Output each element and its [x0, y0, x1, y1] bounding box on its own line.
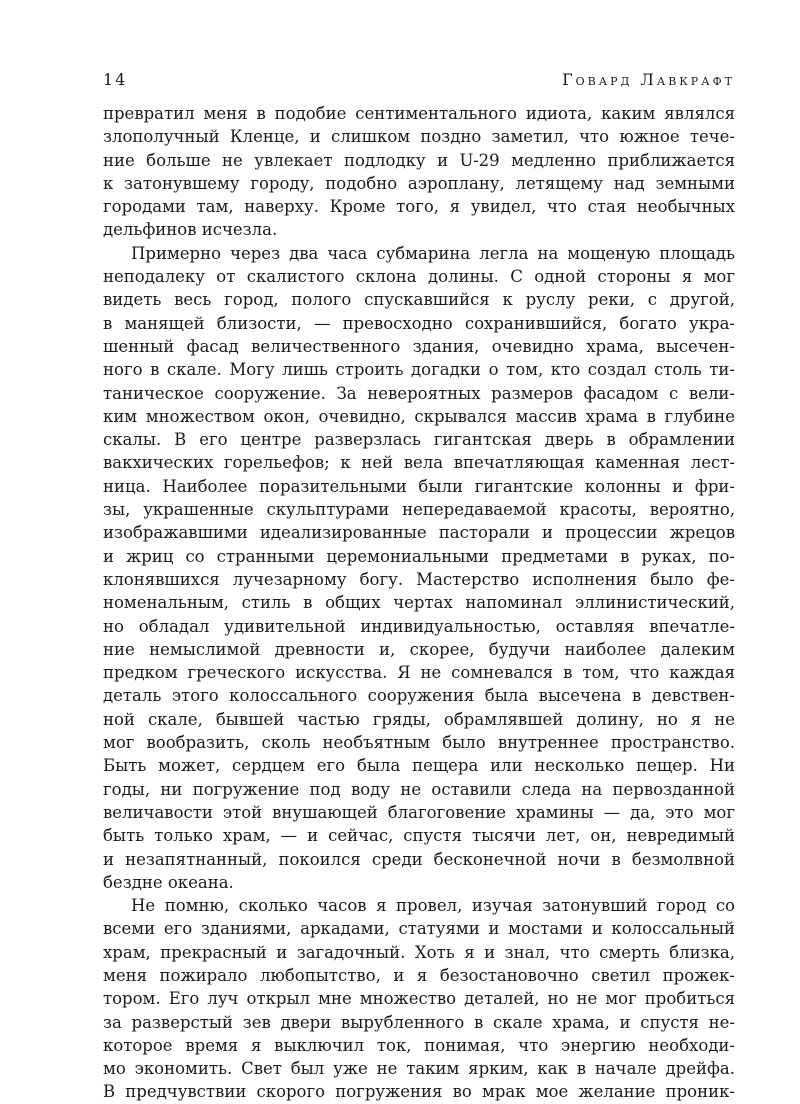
body-text	[103, 102, 735, 1104]
text-line: в манящей близости, — превосходно сохранившийся, богато укра-	[103, 313, 735, 333]
text-line: скалы. В его центре разверзлась гигантская дверь в обрамлении	[103, 430, 735, 450]
text-line: годы, ни погружение под воду не оставили следа на первозданной	[103, 779, 735, 799]
text-line: ного в скале. Могу лишь строить догадки о том, кто создал столь ти-	[103, 360, 735, 380]
text-line: и незапятнанный, покоился среди бесконечной ночи в безмолвной	[103, 849, 735, 869]
text-line: ница. Наиболее поразительными были гигантские колонны и фри-	[103, 476, 735, 496]
text-line: шенный фасад величественного здания, очевидно храма, высечен-	[103, 336, 735, 356]
text-line: за разверстый зев двери вырубленного в скале храма, и спустя не-	[103, 1012, 735, 1032]
text-line: которое время я выключил ток, понимая, что энергию необходи-	[103, 1035, 735, 1055]
text-line: предком греческого искусства. Я не сомневался в том, что каждая	[103, 663, 735, 683]
text-line: но обладал удивительной индивидуальностью, оставляя впечатле-	[103, 616, 735, 636]
text-line: зы, украшенные скульптурами непередаваемой красоты, вероятно,	[103, 500, 735, 520]
text-line: тором. Его луч открыл мне множество деталей, но не мог пробиться	[103, 989, 735, 1009]
text-line: ной скале, бывшей частью гряды, обрамлявшей долину, но я не	[103, 709, 735, 729]
text-line: бездне океана.	[103, 872, 234, 892]
text-line: вакхических горельефов; к ней вела впечатляющая каменная лест-	[103, 453, 735, 473]
text-line: ние больше не увлекает подлодку и U-29 медленно приближается	[103, 150, 735, 170]
text-line: к затонувшему городу, подобно аэроплану, летящему над земными	[103, 173, 735, 193]
text-line: Не помню, сколько часов я провел, изучая затонувший город со	[131, 896, 735, 916]
text-line: дельфинов исчезла.	[103, 220, 278, 240]
text-line: номенальным, стиль в общих чертах напоминал эллинистический,	[103, 593, 735, 613]
text-line: Примерно через два часа субмарина легла на мощеную площадь	[131, 243, 735, 263]
text-line: меня пожирало любопытство, и я безостановочно светил прожек-	[103, 965, 735, 985]
text-line: деталь этого колоссального сооружения была высечена в девствен-	[103, 686, 735, 706]
text-line: Быть может, сердцем его была пещера или несколько пещер. Ни	[103, 756, 735, 776]
text-line: неподалеку от скалистого склона долины. С одной стороны я мог	[103, 267, 735, 287]
text-line: изображавшими идеализированные пасторали и процессии жрецов	[103, 523, 735, 543]
text-line: и жриц со странными церемониальными предметами в руках, по-	[103, 546, 735, 566]
text-line: городами там, наверху. Кроме того, я увидел, что стая необычных	[103, 197, 735, 217]
page-number: 14	[103, 70, 128, 89]
text-line: видеть весь город, полого спускавшийся к руслу реки, с другой,	[103, 290, 735, 310]
text-line: превратил меня в подобие сентиментального идиота, каким являлся	[103, 104, 735, 123]
running-head-author: Говард Лавкрафт	[562, 70, 735, 89]
text-line: всеми его зданиями, аркадами, статуями и мостами и колоссальный	[103, 919, 735, 939]
text-line: величавости этой внушающей благоговение храмины — да, это мог	[103, 802, 735, 822]
text-line: мо экономить. Свет был уже не таким ярким, как в начале дрейфа.	[103, 1059, 735, 1079]
text-line: злополучный Кленце, и слишком поздно заметил, что южное тече-	[103, 127, 735, 147]
text-line: храм, прекрасный и загадочный. Хоть я и знал, что смерть близка,	[103, 942, 735, 962]
page-header	[103, 70, 735, 92]
text-line: мог вообразить, сколь необъятным было внутреннее пространство.	[103, 733, 735, 753]
text-line: быть только храм, — и сейчас, спустя тысячи лет, он, невредимый	[103, 826, 735, 846]
text-line: В предчувствии скорого погружения во мрак мое желание проник-	[103, 1082, 735, 1102]
text-line: таническое сооружение. За невероятных размеров фасадом с вели-	[103, 383, 735, 403]
text-line: клонявшихся лучезарному богу. Мастерство исполнения было фе-	[103, 569, 735, 589]
text-line: ким множеством окон, очевидно, скрывался массив храма в глубине	[103, 406, 735, 426]
text-line: ние немыслимой древности и, скорее, будучи наиболее далеким	[103, 639, 735, 659]
